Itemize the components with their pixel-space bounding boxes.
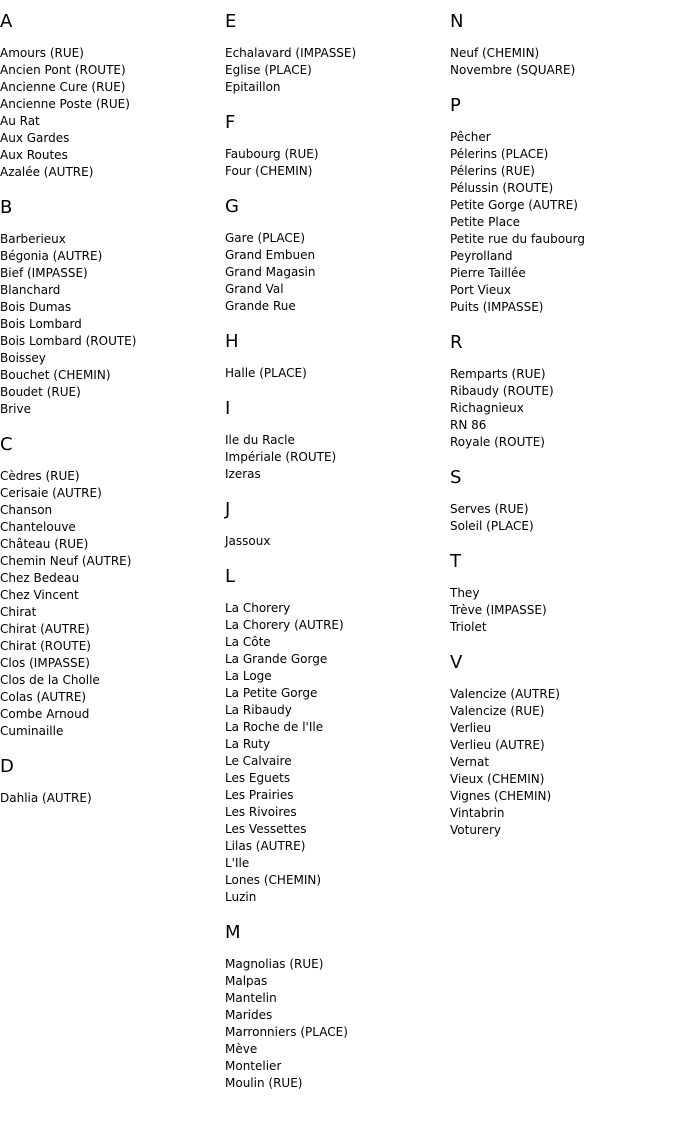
- letter-heading: F: [225, 112, 236, 133]
- street-list-item: [0, 468, 220, 485]
- street-list: [225, 533, 445, 550]
- street-link[interactable]: Au Rat: [0, 114, 40, 128]
- street-list-item: [225, 651, 445, 668]
- street-list-item: [0, 231, 220, 248]
- street-list-item: [225, 753, 445, 770]
- street-list-item: [0, 638, 220, 655]
- street-list-item: [0, 147, 220, 164]
- street-list-item: [450, 434, 670, 451]
- street-list-item: [450, 737, 670, 754]
- street-link[interactable]: Izeras: [225, 467, 261, 481]
- letter-heading: H: [225, 331, 239, 352]
- street-list-item: [0, 706, 220, 723]
- street-link[interactable]: Remparts (RUE): [450, 367, 546, 381]
- street-list-item: [0, 689, 220, 706]
- street-list: [450, 585, 670, 636]
- street-link[interactable]: Mantelin: [225, 991, 277, 1005]
- street-link[interactable]: Bégonia (AUTRE): [0, 249, 103, 263]
- street-link[interactable]: Aux Routes: [0, 148, 68, 162]
- street-link[interactable]: Bouchet (CHEMIN): [0, 368, 111, 382]
- street-link[interactable]: Eglise (PLACE): [225, 63, 312, 77]
- street-list-item: [225, 230, 445, 247]
- street-list: [450, 129, 670, 316]
- street-list: [225, 432, 445, 483]
- street-list: [225, 600, 445, 906]
- street-link[interactable]: Faubourg (RUE): [225, 147, 319, 161]
- street-link[interactable]: Bief (IMPASSE): [0, 266, 88, 280]
- street-list-item: [225, 617, 445, 634]
- street-list: [450, 366, 670, 451]
- street-list: [0, 468, 220, 740]
- street-list: [0, 231, 220, 418]
- street-link[interactable]: L'Ile: [225, 856, 250, 870]
- street-list-item: [450, 129, 670, 146]
- street-link[interactable]: Grande Rue: [225, 299, 296, 313]
- street-link[interactable]: Pélussin (ROUTE): [450, 181, 554, 195]
- street-list-item: [450, 788, 670, 805]
- street-list-item: [225, 146, 445, 163]
- street-link[interactable]: Four (CHEMIN): [225, 164, 313, 178]
- street-link[interactable]: Richagnieux: [450, 401, 524, 415]
- street-list-item: [450, 805, 670, 822]
- street-list-item: [0, 350, 220, 367]
- street-link[interactable]: Aux Gardes: [0, 131, 70, 145]
- street-list-item: [225, 1058, 445, 1075]
- street-list-item: [0, 113, 220, 130]
- street-list-item: [450, 62, 670, 79]
- street-list-item: [0, 401, 220, 418]
- letter-heading: P: [450, 95, 461, 116]
- street-link[interactable]: Petite rue du faubourg: [450, 232, 585, 246]
- street-list-item: [0, 587, 220, 604]
- street-list-item: [450, 619, 670, 636]
- street-link[interactable]: Halle (PLACE): [225, 366, 307, 380]
- street-link[interactable]: Voturery: [450, 823, 502, 837]
- street-link[interactable]: Chirat (AUTRE): [0, 622, 90, 636]
- street-link[interactable]: Grand Embuen: [225, 248, 316, 262]
- street-link[interactable]: Valencize (AUTRE): [450, 687, 560, 701]
- street-list-item: [0, 723, 220, 740]
- letter-heading: J: [225, 499, 231, 520]
- letter-group: [0, 198, 220, 418]
- street-link[interactable]: Lilas (AUTRE): [225, 839, 306, 853]
- street-link[interactable]: Pierre Taillée: [450, 266, 526, 280]
- street-list-item: [225, 668, 445, 685]
- letter-group: [225, 12, 445, 96]
- street-link[interactable]: Château (RUE): [0, 537, 89, 551]
- street-list-item: [0, 265, 220, 282]
- street-link[interactable]: Verlieu (AUTRE): [450, 738, 545, 752]
- street-link[interactable]: Clos (IMPASSE): [0, 656, 90, 670]
- street-link[interactable]: Les Eguets: [225, 771, 291, 785]
- street-list-item: [225, 298, 445, 315]
- letter-group: [225, 113, 445, 180]
- street-list-item: [225, 79, 445, 96]
- street-link[interactable]: La Grande Gorge: [225, 652, 328, 666]
- street-link[interactable]: Impériale (ROUTE): [225, 450, 337, 464]
- street-list-item: [450, 686, 670, 703]
- street-list-item: [225, 1041, 445, 1058]
- street-list-item: [0, 282, 220, 299]
- street-link[interactable]: Peyrolland: [450, 249, 513, 263]
- street-list-item: [225, 1075, 445, 1092]
- letter-heading: N: [450, 11, 464, 32]
- street-list-item: [225, 855, 445, 872]
- street-link[interactable]: Bois Lombard: [0, 317, 82, 331]
- letter-group: [450, 96, 670, 316]
- street-link[interactable]: Royale (ROUTE): [450, 435, 545, 449]
- street-list-item: [225, 804, 445, 821]
- street-list-item: [225, 973, 445, 990]
- street-list-item: [0, 519, 220, 536]
- street-link[interactable]: Gare (PLACE): [225, 231, 306, 245]
- street-link[interactable]: Cuminaille: [0, 724, 64, 738]
- street-list-item: [0, 384, 220, 401]
- street-link[interactable]: Montelier: [225, 1059, 282, 1073]
- street-list-item: [0, 248, 220, 265]
- letter-group: [0, 12, 220, 181]
- street-link[interactable]: Grand Magasin: [225, 265, 316, 279]
- street-list: [225, 146, 445, 180]
- street-link[interactable]: Triolet: [450, 620, 487, 634]
- street-link[interactable]: Chirat (ROUTE): [0, 639, 91, 653]
- street-link[interactable]: Pélerins (PLACE): [450, 147, 549, 161]
- street-link[interactable]: Puits (IMPASSE): [450, 300, 544, 314]
- street-link[interactable]: La Loge: [225, 669, 272, 683]
- street-link[interactable]: La Chorery: [225, 601, 291, 615]
- street-list-item: [0, 570, 220, 587]
- street-link[interactable]: Neuf (CHEMIN): [450, 46, 540, 60]
- street-index-column-3: [450, 12, 670, 856]
- street-link[interactable]: Azalée (AUTRE): [0, 165, 94, 179]
- street-link[interactable]: Epitaillon: [225, 80, 281, 94]
- street-list-item: [0, 367, 220, 384]
- letter-heading: A: [0, 11, 13, 32]
- street-list-item: [450, 265, 670, 282]
- street-list-item: [450, 248, 670, 265]
- street-link[interactable]: Ancienne Cure (RUE): [0, 80, 126, 94]
- street-link[interactable]: Cerisaie (AUTRE): [0, 486, 102, 500]
- letter-group: [225, 197, 445, 315]
- letter-group: [0, 757, 220, 807]
- street-link[interactable]: Vieux (CHEMIN): [450, 772, 545, 786]
- street-list-item: [225, 889, 445, 906]
- letter-group: [450, 468, 670, 535]
- street-list-item: [450, 197, 670, 214]
- street-link[interactable]: Combe Arnoud: [0, 707, 90, 721]
- street-list-item: [225, 281, 445, 298]
- street-list-item: [450, 383, 670, 400]
- street-link[interactable]: Les Vessettes: [225, 822, 307, 836]
- street-link[interactable]: Trève (IMPASSE): [450, 603, 547, 617]
- letter-heading: D: [0, 756, 14, 777]
- street-list-item: [0, 553, 220, 570]
- street-list: [450, 686, 670, 839]
- street-list-item: [450, 720, 670, 737]
- street-list-item: [450, 282, 670, 299]
- street-list-item: [0, 536, 220, 553]
- street-list-item: [225, 449, 445, 466]
- street-link[interactable]: Mève: [225, 1042, 258, 1056]
- street-list-item: [225, 1024, 445, 1041]
- street-list-item: [0, 130, 220, 147]
- street-list-item: [225, 432, 445, 449]
- street-link[interactable]: Chirat: [0, 605, 37, 619]
- street-link[interactable]: They: [450, 586, 480, 600]
- street-list-item: [225, 736, 445, 753]
- street-list-item: [225, 45, 445, 62]
- street-list-item: [0, 45, 220, 62]
- street-list-item: [225, 1007, 445, 1024]
- letter-heading: R: [450, 332, 463, 353]
- street-link[interactable]: Barberieux: [0, 232, 66, 246]
- letter-group: [450, 653, 670, 839]
- street-list: [225, 365, 445, 382]
- street-link[interactable]: Le Calvaire: [225, 754, 292, 768]
- street-index-column-2: [225, 12, 445, 1109]
- street-list-item: [450, 299, 670, 316]
- street-list-item: [225, 163, 445, 180]
- street-link[interactable]: Ile du Racle: [225, 433, 295, 447]
- street-list-item: [225, 956, 445, 973]
- street-list-item: [225, 247, 445, 264]
- street-list-item: [0, 79, 220, 96]
- street-list: [450, 45, 670, 79]
- street-list-item: [225, 600, 445, 617]
- letter-group: [225, 567, 445, 906]
- letter-group: [0, 435, 220, 740]
- letter-group: [450, 333, 670, 451]
- street-list: [0, 790, 220, 807]
- street-link[interactable]: Chanson: [0, 503, 53, 517]
- street-list: [450, 501, 670, 535]
- street-link[interactable]: La Petite Gorge: [225, 686, 318, 700]
- street-list-item: [450, 585, 670, 602]
- letter-heading: E: [225, 11, 237, 32]
- street-link[interactable]: Novembre (SQUARE): [450, 63, 576, 77]
- street-list-item: [0, 96, 220, 113]
- street-link[interactable]: Ancienne Poste (RUE): [0, 97, 130, 111]
- street-list: [225, 956, 445, 1092]
- street-list-item: [450, 703, 670, 720]
- street-link[interactable]: Chemin Neuf (AUTRE): [0, 554, 132, 568]
- street-list-item: [225, 365, 445, 382]
- letter-heading: M: [225, 922, 241, 943]
- street-link[interactable]: Les Rivoires: [225, 805, 297, 819]
- street-link[interactable]: Serves (RUE): [450, 502, 529, 516]
- street-link[interactable]: Ribaudy (ROUTE): [450, 384, 554, 398]
- street-list-item: [450, 417, 670, 434]
- street-link[interactable]: RN 86: [450, 418, 487, 432]
- street-list-item: [450, 180, 670, 197]
- street-list: [0, 45, 220, 181]
- letter-group: [225, 923, 445, 1092]
- street-link[interactable]: Vernat: [450, 755, 490, 769]
- letter-heading: G: [225, 196, 239, 217]
- street-link[interactable]: La Ruty: [225, 737, 271, 751]
- street-list-item: [0, 502, 220, 519]
- street-link[interactable]: La Ribaudy: [225, 703, 292, 717]
- street-list-item: [0, 62, 220, 79]
- street-list-item: [450, 754, 670, 771]
- street-link[interactable]: Petite Place: [450, 215, 521, 229]
- street-list: [225, 230, 445, 315]
- letter-group: [225, 332, 445, 382]
- letter-group: [450, 552, 670, 636]
- street-link[interactable]: Chez Vincent: [0, 588, 79, 602]
- street-list-item: [0, 316, 220, 333]
- street-link[interactable]: Pélerins (RUE): [450, 164, 535, 178]
- street-list-item: [450, 518, 670, 535]
- street-link[interactable]: Boissey: [0, 351, 46, 365]
- street-list-item: [225, 466, 445, 483]
- street-link[interactable]: La Côte: [225, 635, 271, 649]
- street-link[interactable]: Bois Dumas: [0, 300, 72, 314]
- street-link[interactable]: Petite Gorge (AUTRE): [450, 198, 578, 212]
- street-list-item: [450, 501, 670, 518]
- street-link[interactable]: Chantelouve: [0, 520, 76, 534]
- street-link[interactable]: Echalavard (IMPASSE): [225, 46, 357, 60]
- street-link[interactable]: Colas (AUTRE): [0, 690, 87, 704]
- street-list-item: [225, 264, 445, 281]
- letter-heading: V: [450, 652, 463, 673]
- street-link[interactable]: Magnolias (RUE): [225, 957, 324, 971]
- street-link[interactable]: Boudet (RUE): [0, 385, 81, 399]
- street-list-item: [225, 821, 445, 838]
- street-list-item: [225, 787, 445, 804]
- street-list-item: [225, 533, 445, 550]
- street-link[interactable]: Brive: [0, 402, 31, 416]
- street-list-item: [450, 366, 670, 383]
- street-link[interactable]: Dahlia (AUTRE): [0, 791, 92, 805]
- street-link[interactable]: Verlieu: [450, 721, 492, 735]
- street-list-item: [0, 485, 220, 502]
- street-list-item: [225, 685, 445, 702]
- street-list-item: [450, 771, 670, 788]
- street-link[interactable]: Pêcher: [450, 130, 491, 144]
- street-index-column-1: [0, 12, 220, 824]
- street-link[interactable]: Marronniers (PLACE): [225, 1025, 348, 1039]
- street-list-item: [0, 672, 220, 689]
- street-link[interactable]: Cèdres (RUE): [0, 469, 80, 483]
- letter-heading: C: [0, 434, 13, 455]
- street-list-item: [0, 655, 220, 672]
- street-list-item: [450, 231, 670, 248]
- street-link[interactable]: La Chorery (AUTRE): [225, 618, 344, 632]
- street-list-item: [450, 146, 670, 163]
- street-list-item: [450, 602, 670, 619]
- street-list-item: [450, 400, 670, 417]
- street-link[interactable]: Chez Bedeau: [0, 571, 80, 585]
- letter-heading: I: [225, 398, 231, 419]
- street-link[interactable]: Bois Lombard (ROUTE): [0, 334, 137, 348]
- street-list-item: [0, 604, 220, 621]
- street-link[interactable]: Moulin (RUE): [225, 1076, 303, 1090]
- street-link[interactable]: Grand Val: [225, 282, 284, 296]
- street-link[interactable]: Luzin: [225, 890, 257, 904]
- street-list-item: [225, 62, 445, 79]
- street-link[interactable]: Ancien Pont (ROUTE): [0, 63, 126, 77]
- street-link[interactable]: Vignes (CHEMIN): [450, 789, 552, 803]
- street-list-item: [0, 299, 220, 316]
- street-link[interactable]: Valencize (RUE): [450, 704, 545, 718]
- street-link[interactable]: Jassoux: [225, 534, 271, 548]
- street-list-item: [225, 872, 445, 889]
- street-list-item: [225, 719, 445, 736]
- street-list-item: [225, 990, 445, 1007]
- street-list: [225, 45, 445, 96]
- street-list-item: [450, 214, 670, 231]
- letter-heading: S: [450, 467, 462, 488]
- street-list-item: [450, 163, 670, 180]
- street-link[interactable]: Amours (RUE): [0, 46, 84, 60]
- street-list-item: [0, 333, 220, 350]
- street-list-item: [225, 634, 445, 651]
- letter-group: [225, 399, 445, 483]
- street-list-item: [225, 702, 445, 719]
- letter-heading: L: [225, 566, 236, 587]
- street-list-item: [0, 164, 220, 181]
- street-link[interactable]: La Roche de l'Ile: [225, 720, 324, 734]
- street-list-item: [0, 790, 220, 807]
- letter-heading: B: [0, 197, 13, 218]
- street-link[interactable]: Clos de la Cholle: [0, 673, 100, 687]
- letter-heading: T: [450, 551, 461, 572]
- letter-group: [450, 12, 670, 79]
- street-list-item: [225, 838, 445, 855]
- street-link[interactable]: Marides: [225, 1008, 273, 1022]
- street-link[interactable]: Les Prairies: [225, 788, 294, 802]
- street-link[interactable]: Vintabrin: [450, 806, 505, 820]
- street-link[interactable]: Blanchard: [0, 283, 61, 297]
- street-list-item: [0, 621, 220, 638]
- street-list-item: [450, 45, 670, 62]
- street-list-item: [450, 822, 670, 839]
- letter-group: [225, 500, 445, 550]
- street-list-item: [225, 770, 445, 787]
- street-link[interactable]: Soleil (PLACE): [450, 519, 534, 533]
- street-link[interactable]: Lones (CHEMIN): [225, 873, 322, 887]
- street-link[interactable]: Port Vieux: [450, 283, 511, 297]
- street-link[interactable]: Malpas: [225, 974, 268, 988]
